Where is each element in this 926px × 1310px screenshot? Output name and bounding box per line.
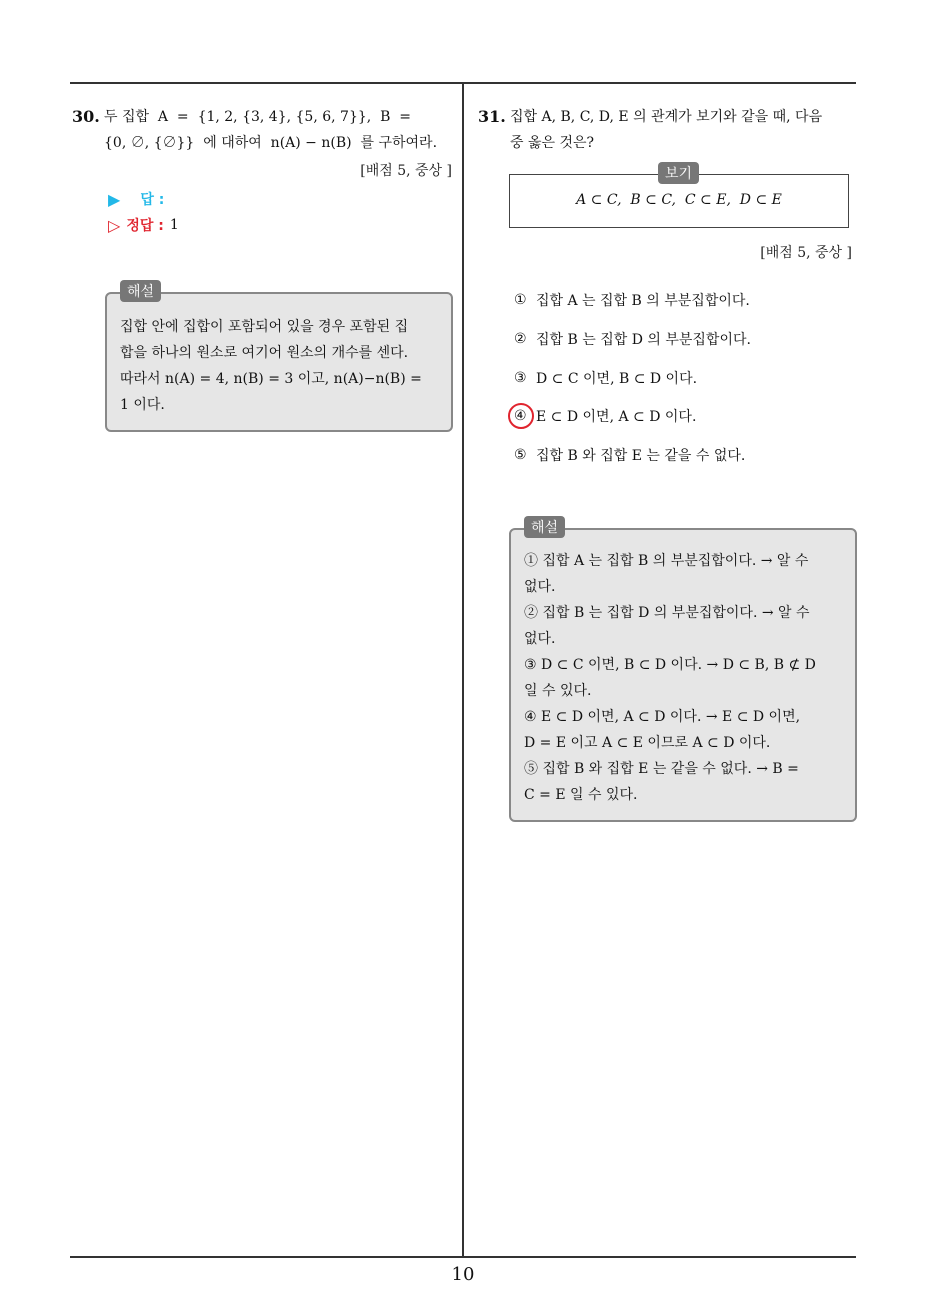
solution-line: ⑤ 집합 B 와 집합 E 는 같을 수 없다. → B = <box>524 761 799 777</box>
score-label: [배점 5, 중상 ] <box>360 163 452 179</box>
solution-line: 없다. <box>524 579 556 595</box>
view-content: A ⊂ C, B ⊂ C, C ⊂ E, D ⊂ E <box>576 192 782 208</box>
solution-line: 합을 하나의 원소로 여기어 원소의 개수를 센다. <box>120 345 409 361</box>
solution-line: C = E 일 수 있다. <box>524 787 638 803</box>
choice-number: ⑤ <box>514 447 527 463</box>
solution-line: 1 이다. <box>120 397 165 413</box>
question-number: 31. <box>478 107 506 126</box>
score-label: [배점 5, 중상 ] <box>760 245 852 261</box>
answer-area <box>108 186 179 238</box>
solution-line: 일 수 있다. <box>524 683 592 699</box>
question-line-1: 두 집합 A = {1, 2, {3, 4}, {5, 6, 7}}, B = <box>104 109 412 125</box>
play-outline-icon: ▷ <box>108 215 121 235</box>
correct-answer-value: 1 <box>169 217 179 233</box>
bottom-rule <box>70 1256 856 1258</box>
solution-line: 집합 안에 집합이 포함되어 있을 경우 포함된 집 <box>120 319 409 335</box>
column-divider <box>462 82 464 1258</box>
choice-2[interactable] <box>514 329 751 349</box>
choice-text: 집합 B 와 집합 E 는 같을 수 없다. <box>536 448 746 464</box>
answer-label: 답 : <box>140 192 165 208</box>
question-31 <box>478 104 863 156</box>
correct-answer-label: 정답 : <box>126 218 164 234</box>
solution-box-30 <box>105 292 453 432</box>
choice-3[interactable] <box>514 368 697 388</box>
solution-tag: 해설 <box>524 516 565 538</box>
selected-answer-circle-icon <box>508 403 534 429</box>
solution-line: 없다. <box>524 631 556 647</box>
page-number: 10 <box>451 1264 475 1285</box>
choice-5[interactable] <box>514 445 745 465</box>
choice-text: 집합 B 는 집합 D 의 부분집합이다. <box>536 332 751 348</box>
choice-text: 집합 A 는 집합 B 의 부분집합이다. <box>536 293 750 309</box>
choice-1[interactable] <box>514 290 750 310</box>
solution-line: ③ D ⊂ C 이면, B ⊂ D 이다. → D ⊂ B, B ⊄ D <box>524 657 816 673</box>
solution-tag: 해설 <box>120 280 161 302</box>
solution-line: ① 집합 A 는 집합 B 의 부분집합이다. → 알 수 <box>524 553 809 569</box>
question-line-1: 집합 A, B, C, D, E 의 관계가 보기와 같을 때, 다음 <box>510 109 823 125</box>
solution-line: D = E 이고 A ⊂ E 이므로 A ⊂ D 이다. <box>524 735 771 751</box>
question-line-2: {0, ∅, {∅}} 에 대하여 n(A) − n(B) 를 구하여라. <box>104 135 438 151</box>
solution-line: ② 집합 B 는 집합 D 의 부분집합이다. → 알 수 <box>524 605 810 621</box>
question-line-2: 중 옳은 것은? <box>510 135 595 151</box>
choice-number: ④ <box>514 408 527 424</box>
view-tag: 보기 <box>658 162 699 184</box>
choice-text: E ⊂ D 이면, A ⊂ D 이다. <box>536 409 697 425</box>
question-number: 30. <box>72 107 100 126</box>
choice-4[interactable] <box>514 406 696 426</box>
choice-text: D ⊂ C 이면, B ⊂ D 이다. <box>536 371 698 387</box>
choice-number: ② <box>514 331 527 347</box>
play-icon: ▶ <box>108 189 121 209</box>
question-30 <box>72 104 457 156</box>
solution-box-31 <box>509 528 857 822</box>
solution-line: ④ E ⊂ D 이면, A ⊂ D 이다. → E ⊂ D 이면, <box>524 709 801 725</box>
choice-number: ③ <box>514 370 527 386</box>
solution-line: 따라서 n(A) = 4, n(B) = 3 이고, n(A)−n(B) = <box>120 371 422 387</box>
choice-number: ① <box>514 292 527 308</box>
